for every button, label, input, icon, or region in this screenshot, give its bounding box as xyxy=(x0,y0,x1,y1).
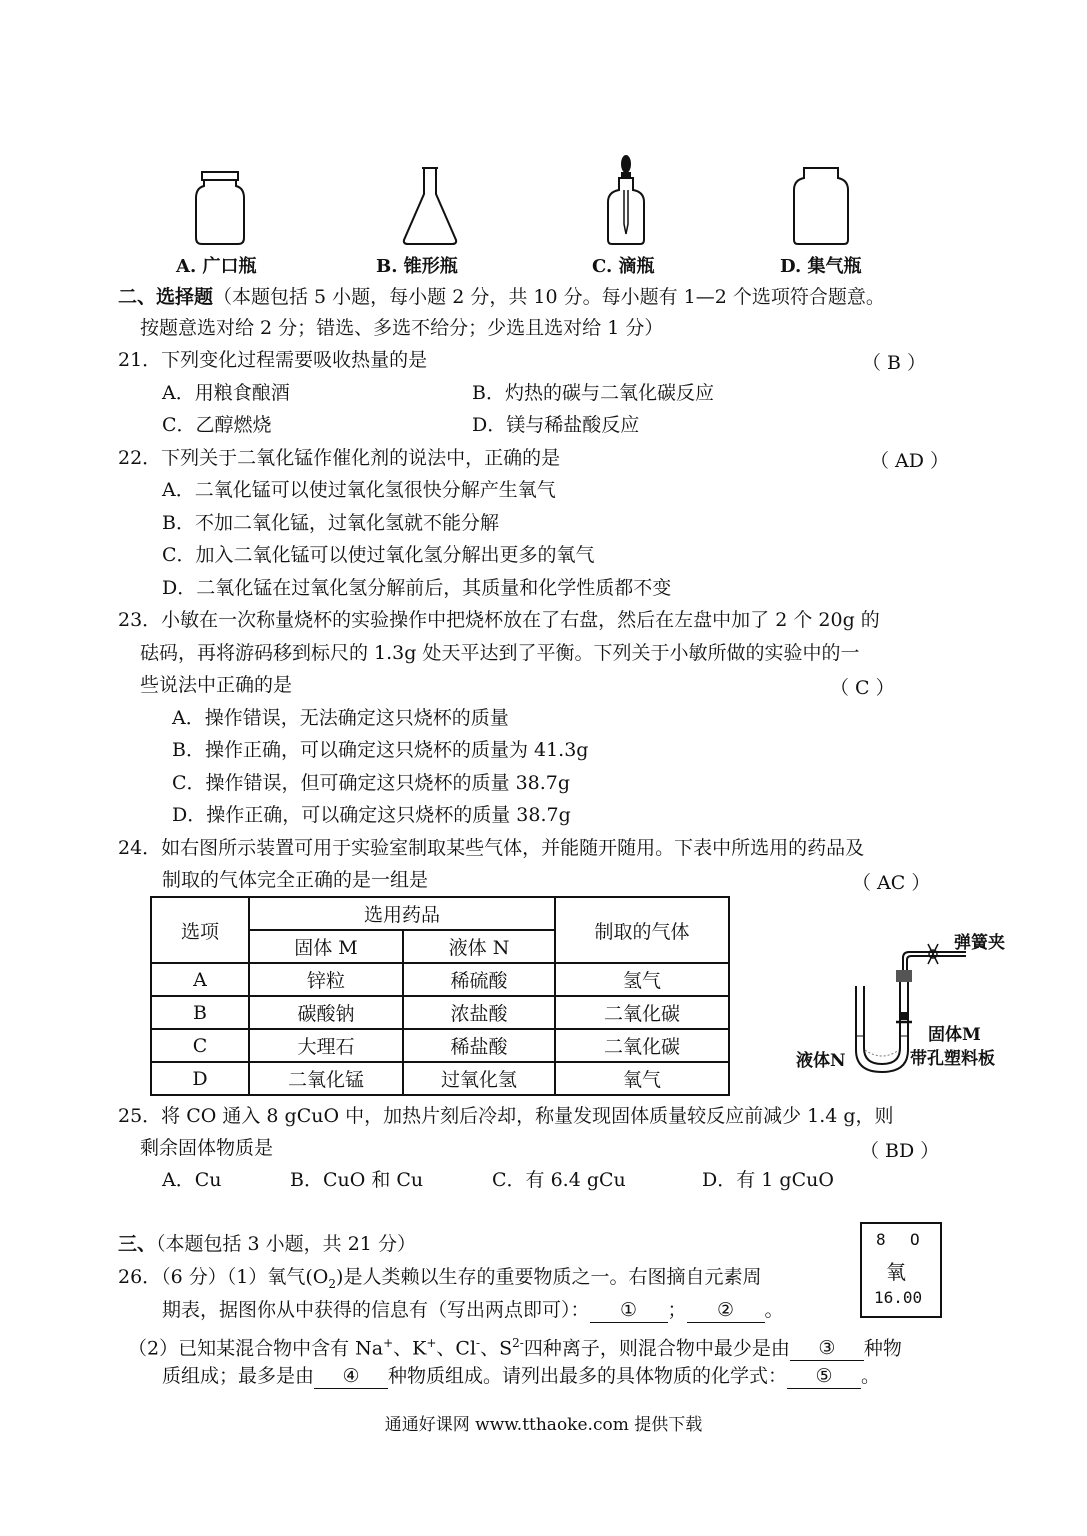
q21-answer: （ B ） xyxy=(862,352,927,374)
table-row xyxy=(151,1029,729,1062)
table-header-reagents: 选用药品 xyxy=(249,897,555,930)
table-header-liquid: 液体 N xyxy=(403,930,555,963)
table-cell: 二氧化碳 xyxy=(555,996,729,1029)
q26-text: 种物 xyxy=(863,1337,902,1360)
q26-superscript: + xyxy=(426,1336,437,1350)
q22-option-c: C．加入二氧化锰可以使过氧化氢分解出更多的氧气 xyxy=(162,544,595,566)
table-cell: 锌粒 xyxy=(249,963,403,996)
q22-answer: （ AD ） xyxy=(870,450,950,472)
element-number: 8 xyxy=(876,1230,886,1249)
q25-line1: 25．将 CO 通入 8 gCuO 中，加热片刻后冷却，称量发现固体质量较反应前减少 1.4 g，则 xyxy=(118,1105,894,1127)
wide-mouth-bottle-icon xyxy=(192,170,248,246)
vessel-label-d: D. 集气瓶 xyxy=(780,256,862,277)
element-name: 氧 xyxy=(886,1260,906,1284)
q23-option-d: D．操作正确，可以确定这只烧杯的质量 38.7g xyxy=(172,804,571,826)
table-cell: 碳酸钠 xyxy=(249,996,403,1029)
element-mass: 16.00 xyxy=(874,1288,923,1307)
q26-text: 种物质组成。请列出最多的具体物质的化学式： xyxy=(388,1365,788,1387)
table-cell: D xyxy=(151,1062,249,1095)
q25-option-a: A．Cu xyxy=(162,1169,222,1191)
table-cell: 大理石 xyxy=(249,1029,403,1062)
q22-option-a: A．二氧化锰可以使过氧化氢很快分解产生氧气 xyxy=(162,479,556,501)
q26-text: 质组成；最多是由 xyxy=(162,1365,315,1387)
q21-stem: 21．下列变化过程需要吸收热量的是 xyxy=(118,349,428,371)
apparatus-label-liquid: 液体N xyxy=(796,1051,846,1071)
page-footer: 通通好课网 www.tthaoke.com 提供下载 xyxy=(384,1415,703,1435)
section2-heading: 二、选择题 xyxy=(118,286,214,308)
q25-answer: （ BD ） xyxy=(860,1140,940,1162)
table-cell: C xyxy=(151,1029,249,1062)
table-row xyxy=(151,1062,729,1095)
q25-line2: 剩余固体物质是 xyxy=(140,1137,274,1159)
q22-option-b: B．不加二氧化锰，过氧化氢就不能分解 xyxy=(162,512,499,534)
q25-option-d: D．有 1 gCuO xyxy=(702,1169,834,1191)
table-header-solid: 固体 M xyxy=(249,930,403,963)
blank-2: ② xyxy=(687,1298,765,1323)
q26-superscript: - xyxy=(476,1336,481,1350)
q26-line3 xyxy=(128,1331,902,1361)
vessel-label-a: A. 广口瓶 xyxy=(176,256,257,277)
q26-superscript: + xyxy=(383,1336,394,1350)
table-cell: 稀硫酸 xyxy=(403,963,555,996)
q26-text: 期表，据图你从中获得的信息有（写出两点即可）： xyxy=(162,1299,590,1321)
table-cell: 氢气 xyxy=(555,963,729,996)
table-cell: A xyxy=(151,963,249,996)
q23-option-b: B．操作正确，可以确定这只烧杯的质量为 41.3g xyxy=(172,739,589,761)
apparatus-label-plate: 带孔塑料板 xyxy=(910,1049,995,1069)
table-cell: 过氧化氢 xyxy=(403,1062,555,1095)
blank-4: ④ xyxy=(314,1364,388,1389)
q26-text: 。 xyxy=(861,1365,881,1387)
section3-heading: 三、 xyxy=(118,1233,157,1255)
q23-line1: 23．小敏在一次称量烧杯的实验操作中把烧杯放在了右盘，然后在左盘中加了 2 个 20g 的 xyxy=(118,609,880,631)
q24-line2: 制取的气体完全正确的是一组是 xyxy=(162,869,429,891)
table-row xyxy=(151,996,729,1029)
q23-option-a: A．操作错误，无法确定这只烧杯的质量 xyxy=(172,707,509,729)
q26-text: 、K xyxy=(393,1337,427,1360)
element-symbol: O xyxy=(910,1230,920,1249)
reagent-table xyxy=(150,896,730,1096)
q21-option-a: A．用粮食酿酒 xyxy=(162,382,290,404)
section3-heading-line xyxy=(118,1232,416,1256)
table-cell: 二氧化碳 xyxy=(555,1029,729,1062)
q26-text: （2）已知某混合物中含有 Na xyxy=(128,1337,384,1360)
q23-line3: 些说法中正确的是 xyxy=(140,674,293,696)
q26-text: 、S xyxy=(480,1337,513,1360)
apparatus-label-solid: 固体M xyxy=(928,1025,981,1045)
blank-5: ⑤ xyxy=(787,1364,861,1389)
q23-answer: （ C ） xyxy=(830,677,895,699)
periodic-element-box xyxy=(860,1222,942,1318)
q24-answer: （ AC ） xyxy=(852,872,931,894)
q22-option-d: D．二氧化锰在过氧化氢分解前后，其质量和化学性质都不变 xyxy=(162,577,672,599)
q26-line1 xyxy=(118,1265,761,1296)
q22-stem: 22．下列关于二氧化锰作催化剂的说法中，正确的是 xyxy=(118,447,561,469)
table-cell: 氧气 xyxy=(555,1062,729,1095)
q26-text: 26．（6 分）（1）氧气(O xyxy=(118,1266,329,1288)
table-cell: B xyxy=(151,996,249,1029)
blank-1: ① xyxy=(590,1298,668,1323)
q26-subscript: 2 xyxy=(328,1276,337,1291)
table-header-gas: 制取的气体 xyxy=(555,897,729,963)
q24-line1: 24．如右图所示装置可用于实验室制取某些气体，并能随开随用。下表中所选用的药品及 xyxy=(118,837,865,859)
section2-desc2: 按题意选对给 2 分；错选、多选不给分；少选且选对给 1 分） xyxy=(140,317,664,339)
table-cell: 二氧化锰 xyxy=(249,1062,403,1095)
q26-text: 、Cl xyxy=(436,1337,477,1360)
q25-option-c: C．有 6.4 gCu xyxy=(492,1169,626,1191)
vessel-label-b: B. 锥形瓶 xyxy=(376,256,458,277)
dropper-bottle-icon xyxy=(604,154,648,246)
q26-text: 。 xyxy=(764,1299,784,1321)
q26-line2 xyxy=(162,1298,784,1323)
q26-line4 xyxy=(162,1364,880,1389)
table-row xyxy=(151,963,729,996)
q26-text: )是人类赖以生存的重要物质之一。右图摘自元素周 xyxy=(336,1266,762,1288)
gas-collecting-bottle-icon xyxy=(790,166,852,246)
section3-desc: （本题包括 3 小题，共 21 分） xyxy=(156,1233,416,1255)
apparatus-label-clip: 弹簧夹 xyxy=(954,933,1005,953)
table-header-option: 选项 xyxy=(151,897,249,963)
q21-option-b: B．灼热的碳与二氧化碳反应 xyxy=(472,382,714,404)
section2-desc1: （本题包括 5 小题，每小题 2 分，共 10 分。每小题有 1—2 个选项符合题意。 xyxy=(213,286,885,308)
q26-text: 四种离子，则混合物中最少是由 xyxy=(523,1337,790,1360)
section2-heading-line xyxy=(118,285,885,309)
q25-option-b: B．CuO 和 Cu xyxy=(290,1169,424,1191)
q21-option-c: C．乙醇燃烧 xyxy=(162,414,272,436)
blank-3: ③ xyxy=(790,1336,864,1361)
table-cell: 浓盐酸 xyxy=(403,996,555,1029)
conical-flask-icon xyxy=(400,166,460,246)
q26-text: ； xyxy=(667,1299,687,1321)
q23-option-c: C．操作错误，但可确定这只烧杯的质量 38.7g xyxy=(172,772,571,794)
q26-superscript: 2- xyxy=(512,1336,524,1350)
vessel-label-c: C. 滴瓶 xyxy=(592,256,655,277)
table-cell: 稀盐酸 xyxy=(403,1029,555,1062)
q21-option-d: D．镁与稀盐酸反应 xyxy=(472,414,640,436)
q23-line2: 砝码，再将游码移到标尺的 1.3g 处天平达到了平衡。下列关于小敏所做的实验中的一 xyxy=(140,642,860,664)
